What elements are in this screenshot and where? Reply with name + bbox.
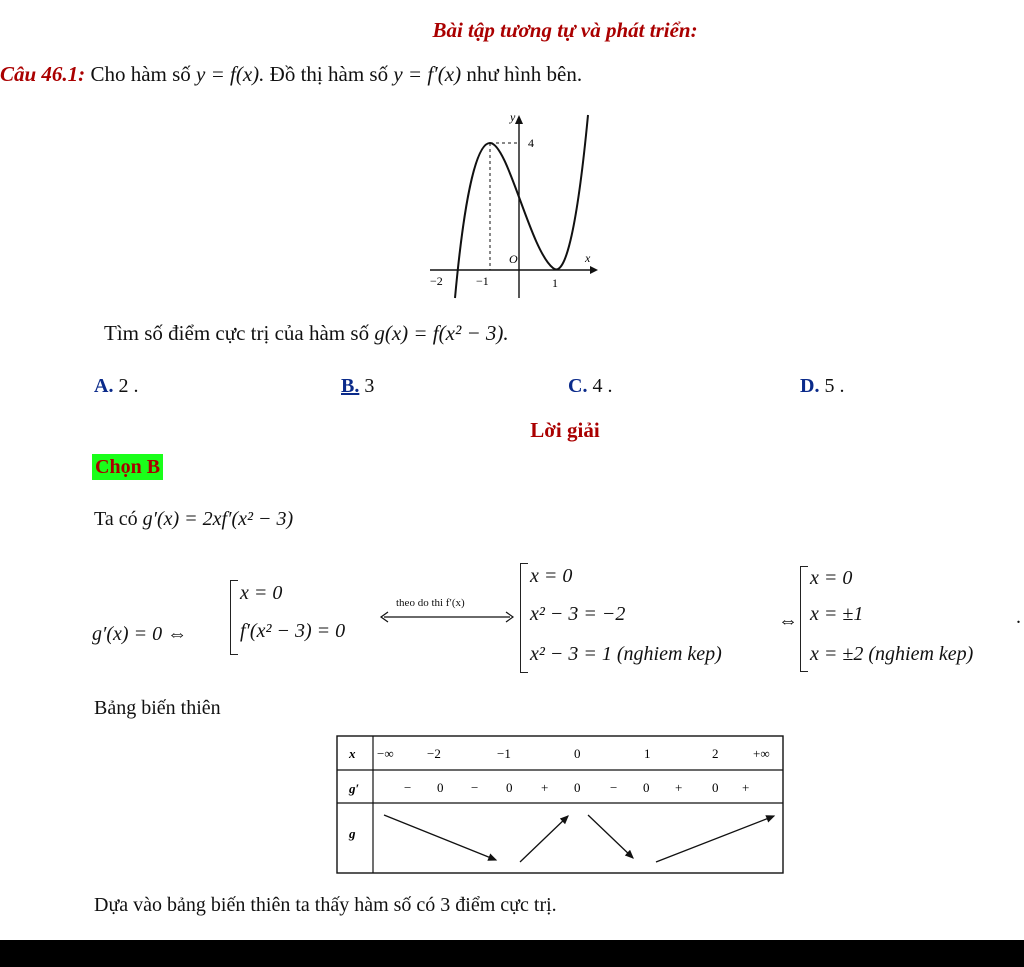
sign-3: − bbox=[471, 780, 479, 795]
x-val-neg-inf: −∞ bbox=[377, 746, 394, 761]
system-3-line-2: x = ±1 bbox=[810, 603, 864, 625]
implication-arrow-label: theo do thi f′(x) bbox=[396, 597, 465, 609]
question-label: Câu 46.1: bbox=[0, 62, 86, 86]
system-2-line-2: x² − 3 = −2 bbox=[530, 603, 626, 625]
origin-label: O bbox=[509, 252, 518, 266]
peak-value-label: 4 bbox=[528, 136, 534, 150]
system-2-bracket bbox=[520, 563, 528, 673]
system-3-line-3: x = ±2 (nghiem kep) bbox=[810, 643, 974, 665]
option-b-key: B. bbox=[341, 375, 360, 397]
question-text-2: Đồ thị hàm số bbox=[269, 62, 389, 86]
x-val-1: 1 bbox=[644, 746, 651, 761]
question-line bbox=[0, 62, 582, 87]
variation-table bbox=[336, 735, 784, 875]
option-c-key: C. bbox=[568, 375, 588, 397]
increase-arrow-2 bbox=[656, 816, 774, 862]
table-title: Bảng biến thiên bbox=[94, 697, 221, 719]
system-1-line-2: f′(x² − 3) = 0 bbox=[240, 620, 346, 642]
derivative-line bbox=[94, 508, 293, 531]
implication-arrow bbox=[378, 610, 516, 624]
derivative-expr: g′(x) = 2xf′(x² − 3) bbox=[142, 508, 294, 530]
y-axis-label: y bbox=[510, 110, 516, 124]
sign-7: − bbox=[610, 780, 618, 795]
system-2-line-1: x = 0 bbox=[530, 565, 573, 587]
x-val-neg1: −1 bbox=[497, 746, 511, 761]
option-a-value: 2 . bbox=[118, 375, 139, 397]
tick-label-neg2: −2 bbox=[430, 274, 443, 288]
question-f-expr: y = f(x). bbox=[196, 62, 265, 86]
sign-2: 0 bbox=[437, 780, 444, 795]
option-b-value: 3 bbox=[364, 375, 375, 397]
decrease-arrow-2 bbox=[588, 815, 633, 858]
conclusion-text: Dựa vào bảng biến thiên ta thấy hàm số có 3 điểm cực trị. bbox=[94, 894, 557, 916]
section-title: Bài tập tương tự và phát triển: bbox=[432, 18, 698, 42]
equivalence-symbol: ⇔ bbox=[778, 610, 798, 632]
sign-1: − bbox=[404, 780, 412, 795]
task-expr: g(x) = f(x² − 3). bbox=[374, 321, 509, 345]
solution-heading: Lời giải bbox=[530, 418, 600, 442]
sign-5: + bbox=[541, 780, 549, 795]
chosen-answer-badge: Chọn B bbox=[92, 454, 163, 480]
row-label-gprime: g′ bbox=[349, 781, 360, 796]
x-val-0: 0 bbox=[574, 746, 581, 761]
sign-6: 0 bbox=[574, 780, 581, 795]
task-text: Tìm số điểm cực trị của hàm số bbox=[104, 321, 370, 345]
x-val-pos-inf: +∞ bbox=[753, 746, 770, 761]
question-text-3: như hình bên. bbox=[466, 62, 583, 86]
option-a-key: A. bbox=[94, 375, 114, 397]
system-3-bracket bbox=[800, 566, 808, 672]
decrease-arrow-1 bbox=[384, 815, 496, 860]
derivative-graph bbox=[420, 105, 600, 305]
option-b[interactable] bbox=[341, 375, 374, 398]
system-2-line-3: x² − 3 = 1 (nghiem kep) bbox=[530, 643, 722, 665]
sign-10: 0 bbox=[712, 780, 719, 795]
derivative-prefix: Ta có bbox=[94, 508, 138, 530]
system-3-line-1: x = 0 bbox=[810, 567, 853, 589]
option-d-value: 5 . bbox=[824, 375, 845, 397]
x-val-neg2: −2 bbox=[427, 746, 441, 761]
question-fp-expr: y = f′(x) bbox=[393, 62, 462, 86]
row-label-x: x bbox=[349, 746, 356, 761]
chosen-answer bbox=[92, 456, 163, 479]
sign-9: + bbox=[675, 780, 683, 795]
option-d-key: D. bbox=[800, 375, 820, 397]
x-val-2: 2 bbox=[712, 746, 719, 761]
task-line bbox=[104, 321, 509, 346]
sign-8: 0 bbox=[643, 780, 650, 795]
system-1-bracket bbox=[230, 580, 238, 655]
x-axis-arrow bbox=[590, 266, 598, 274]
x-axis-label: x bbox=[585, 251, 591, 265]
option-d[interactable] bbox=[800, 375, 844, 398]
increase-arrow-1 bbox=[520, 816, 568, 862]
question-text-1: Cho hàm số bbox=[90, 62, 191, 86]
row-label-g: g bbox=[349, 826, 356, 841]
option-c[interactable] bbox=[568, 375, 612, 398]
system-1-line-1: x = 0 bbox=[240, 582, 283, 604]
tick-label-neg1: −1 bbox=[476, 274, 489, 288]
option-c-value: 4 . bbox=[592, 375, 613, 397]
y-axis-arrow bbox=[515, 115, 523, 124]
equation-lhs: g′(x) = 0 ⇔ bbox=[92, 623, 188, 645]
sign-11: + bbox=[742, 780, 750, 795]
trailing-period: . bbox=[1016, 606, 1021, 628]
option-a[interactable] bbox=[94, 375, 138, 398]
tick-label-1: 1 bbox=[552, 276, 558, 290]
sign-4: 0 bbox=[506, 780, 513, 795]
